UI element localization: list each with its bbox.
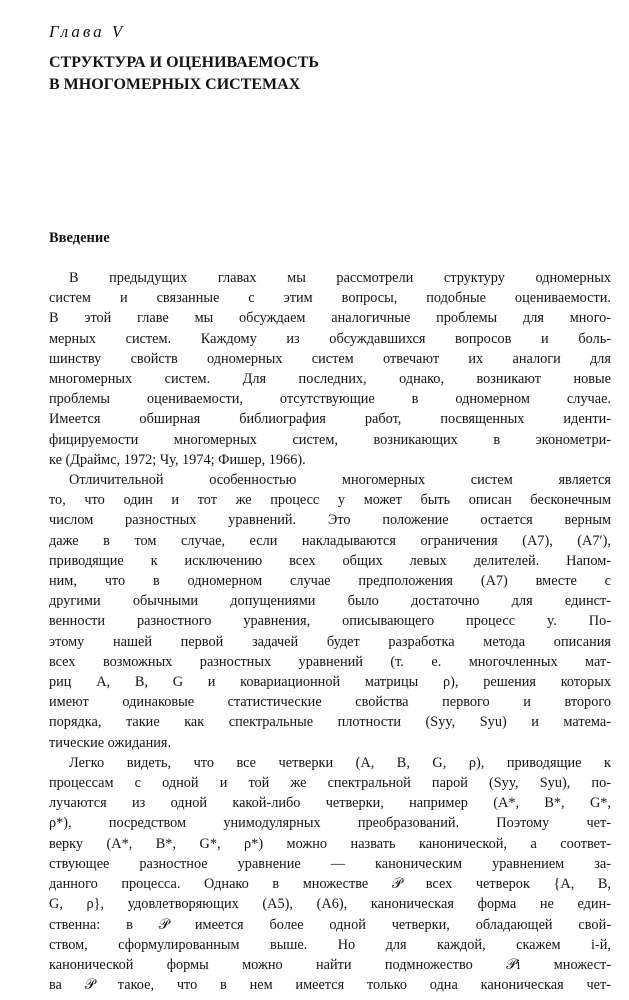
text-line: лучаются из одной какой-либо четверки, например (A*, B*, G*, [49, 795, 611, 812]
text-line: ством, сформулированным выше. Но для каждой, скажем i-й, [49, 936, 611, 953]
text-line: тические ожидания. [49, 734, 172, 751]
text-line: числом разностных уравнений. Это положение остается верным [49, 512, 611, 529]
text-line: шинству свойств одномерных систем отвечают их аналоги для [49, 350, 611, 367]
text-line: мерных систем. Каждому из обсуждавшихся вопросов и боль- [49, 330, 611, 347]
text-line: В предыдущих главах мы рассмотрели структуру одномерных [69, 270, 611, 286]
text-line: приводящие к исключению всех общих левых делителей. Напом- [49, 552, 611, 569]
paragraph-1 [49, 268, 611, 470]
text-line: верку (A*, B*, G*, ρ*) можно назвать канонической, а соответ- [49, 835, 611, 852]
text-line: систем и связанные с этим вопросы, подобные оцениваемости. [49, 290, 611, 307]
text-line: В этой главе мы обсуждаем аналогичные проблемы для много- [49, 310, 611, 327]
text-line: ствующее разностное уравнение — каноническим уравнением за- [49, 855, 611, 872]
chapter-title-line: СТРУКТУРА И ОЦЕНИВАЕМОСТЬ [49, 54, 319, 71]
text-line: данного процесса. Однако в множестве 𝒫 всех четверок {A, B, [49, 876, 611, 893]
text-line: другими обычными допущениями было достаточно для единст- [49, 593, 611, 610]
text-line: ва 𝒫 такое, что в нем имеется только одна каноническая чет- [49, 977, 611, 994]
text-line: ке (Драймс, 1972; Чу, 1974; Фишер, 1966). [49, 451, 306, 468]
text-line: ственна: в 𝒫 имеется более одной четверки, обладающей свой- [49, 916, 611, 933]
paragraph-3 [49, 753, 611, 995]
text-line: риц A, B, G и ковариационной матрицы ρ), решения которых [49, 674, 611, 691]
chapter-title [49, 52, 319, 96]
paragraph-2 [49, 470, 611, 753]
text-line: имеют одинаковые статистические свойства первого и второго [49, 694, 611, 711]
body-text [49, 268, 611, 995]
text-line: Отличительной особенностью многомерных систем является [69, 472, 611, 489]
text-line: венности разностного уравнения, описывающего процесс y. По- [49, 613, 611, 630]
chapter-title-line: В МНОГОМЕРНЫХ СИСТЕМАХ [49, 76, 301, 93]
text-line: порядка, такие как спектральные плотности (Syy, Syu) и матема- [49, 714, 611, 731]
text-line: проблемы оцениваемости, отсутствующие в одномерном случае. [49, 391, 611, 408]
text-line: канонической формы можно найти подмножество 𝒫i множест- [49, 956, 611, 973]
text-line: ним, что в одномерном случае предположения (A7) вместе с [49, 573, 611, 590]
section-heading: Введение [49, 230, 110, 246]
text-line: многомерных систем. Для последних, однако, возникают новые [49, 371, 611, 388]
text-line: то, что один и тот же процесс y может быть описан бесконечным [49, 492, 611, 509]
chapter-label: Глава V [49, 22, 126, 41]
text-line: Имеется обширная библиография работ, посвященных иденти- [49, 411, 611, 428]
text-line: Легко видеть, что все четверки (A, B, G, ρ), приводящие к [69, 754, 611, 771]
text-line: ρ*), посредством унимодулярных преобразований. Поэтому чет- [49, 815, 611, 832]
text-line: фицируемости многомерных систем, возникающих в эконометри- [49, 431, 611, 448]
text-line: процессам с одной и той же спектральной парой (Syy, Syu), по- [49, 775, 611, 792]
text-line: этому нашей первой задачей будет разработка метода описания [49, 633, 611, 650]
text-line: всех возможных разностных уравнений (т. е. многочленных мат- [49, 653, 611, 670]
text-line: G, ρ}, удовлетворяющих (A5), (A6), каноническая форма не един- [49, 896, 611, 913]
text-line: даже в том случае, если накладываются ограничения (A7), (A7′), [49, 532, 611, 549]
